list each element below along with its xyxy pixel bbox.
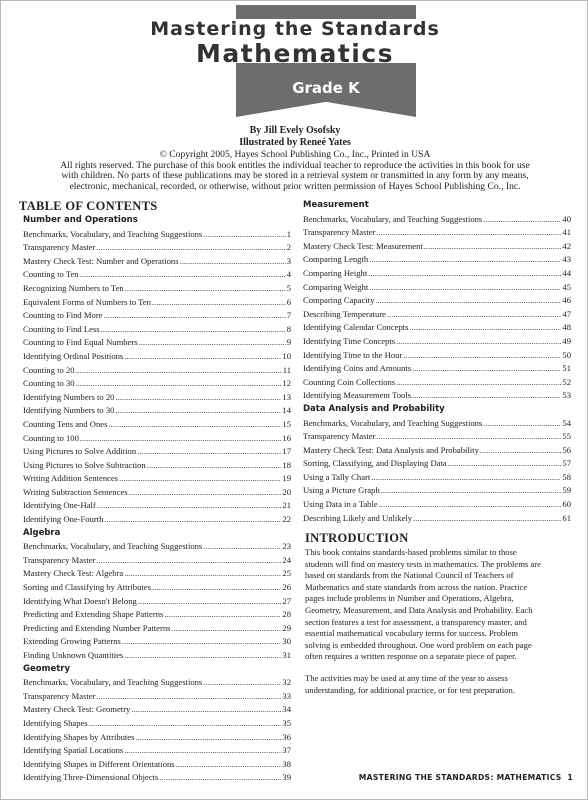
toc-dot-leader (76, 377, 282, 391)
toc-title: TABLE OF CONTENTS (19, 199, 158, 213)
copyright-line-1: © Copyright 2005, Hayes School Publishing Co., Inc., Printed in USA (159, 149, 431, 160)
toc-entry-page: 61 (562, 512, 571, 523)
toc-entry (23, 540, 291, 554)
toc-entry-page: 32 (282, 677, 291, 688)
introduction-line: essential mathematical vocabulary terms for success. Problem (305, 628, 519, 639)
introduction-line: section features a test for assessment, a transparency master, and (305, 616, 527, 627)
toc-entry (303, 512, 571, 526)
toc-entry-page: 7 (286, 310, 291, 321)
toc-dot-leader (76, 364, 282, 378)
toc-entry (23, 622, 291, 636)
toc-dot-leader (203, 540, 281, 554)
toc-entry (303, 213, 571, 227)
toc-dot-leader (376, 226, 561, 240)
toc-entry (23, 323, 291, 337)
toc-entry-title: Sorting, Classifying, and Displaying Data (303, 458, 447, 469)
toc-entry-title: Recognizing Numbers to Ten (23, 282, 124, 293)
toc-dot-leader (159, 771, 281, 785)
toc-entry-page: 8 (286, 323, 291, 334)
toc-entry-title: Identifying Calendar Concepts (303, 322, 409, 333)
toc-entry-title: Transparency Master (23, 690, 96, 701)
toc-entry (303, 321, 571, 335)
toc-entry (303, 349, 571, 363)
toc-entry-title: Identifying Time to the Hour (303, 349, 403, 360)
toc-dot-leader (139, 336, 286, 350)
toc-dot-leader (124, 567, 281, 581)
toc-entry-page: 18 (282, 459, 291, 470)
toc-dot-leader (138, 595, 282, 609)
copyright-line-4: electronic, mechanical, recorded, or otherwise, without prior written permission of Hayes School Publishing Co., Inc. (69, 180, 521, 192)
toc-entry-page: 9 (286, 337, 291, 348)
toc-entry-page: 22 (282, 514, 291, 525)
toc-dot-leader (412, 389, 561, 403)
toc-entry-title: Identifying Three-Dimensional Objects (23, 772, 159, 783)
toc-entry-page: 52 (562, 376, 571, 387)
toc-entry-title: Identifying Shapes in Different Orientations (23, 758, 175, 769)
toc-entry (23, 432, 291, 446)
toc-dot-leader (96, 241, 285, 255)
toc-entry-page: 58 (562, 471, 571, 482)
toc-entry-page: 16 (282, 432, 291, 443)
toc-entry-page: 25 (282, 568, 291, 579)
title-line-1: Mastering the Standards (150, 18, 440, 40)
toc-dot-leader (412, 362, 561, 376)
toc-dot-leader (96, 554, 281, 568)
banner-tab (236, 5, 416, 19)
toc-entry (23, 459, 291, 473)
toc-dot-leader (125, 282, 286, 296)
introduction-line: Mathematics and state standards from across the nation. Practice (305, 581, 528, 592)
toc-entry-page: 17 (282, 446, 291, 457)
introduction-line: based on standards from the National Council of Teachers of (305, 570, 514, 581)
toc-entry (23, 404, 291, 418)
toc-entry-page: 23 (282, 541, 291, 552)
toc-dot-leader (403, 349, 561, 363)
toc-entry-page: 56 (562, 444, 571, 455)
toc-entry (303, 253, 571, 267)
toc-dot-leader (129, 486, 282, 500)
introduction-line: The activities may be used at any time of the year to assess (305, 673, 508, 683)
toc-entry (23, 758, 291, 772)
toc-dot-leader (164, 608, 281, 622)
page-number: 1 (567, 773, 573, 782)
toc-entry (23, 595, 291, 609)
toc-entry (303, 498, 571, 512)
toc-dot-leader (371, 471, 561, 485)
toc-entry-title: Transparency Master (303, 227, 376, 238)
toc-right-column (303, 199, 571, 525)
toc-dot-leader (203, 228, 285, 242)
toc-dot-leader (368, 267, 561, 281)
toc-dot-leader (97, 499, 282, 513)
toc-entry (23, 486, 291, 500)
toc-entry-page: 5 (286, 282, 291, 293)
toc-entry-title: Using Data in a Table (303, 499, 378, 510)
toc-entry (23, 608, 291, 622)
toc-entry (303, 308, 571, 322)
toc-entry-title: Transparency Master (23, 242, 96, 253)
toc-entry-title: Counting to 20 (23, 364, 75, 375)
toc-entry-title: Identifying Shapes by Attributes (23, 731, 135, 742)
toc-entry-title: Using Pictures to Solve Addition (23, 446, 137, 457)
toc-entry-title: Identifying Measurement Tools (303, 390, 412, 401)
toc-entry-page: 36 (282, 731, 291, 742)
toc-entry (23, 309, 291, 323)
toc-entry-title: Comparing Weight (303, 281, 369, 292)
toc-entry-title: Identifying Coins and Amounts (303, 363, 412, 374)
toc-entry (23, 282, 291, 296)
toc-entry (303, 471, 571, 485)
toc-entry-title: Benchmarks, Vocabulary, and Teaching Suggestions (23, 677, 203, 688)
toc-entry-page: 26 (282, 582, 291, 593)
toc-dot-leader (152, 296, 286, 310)
toc-entry-page: 19 (282, 473, 291, 484)
toc-entry-title: Mastery Check Test: Number and Operations (23, 255, 179, 266)
toc-entry (23, 635, 291, 649)
illustrator-line: Illustrated by Reneé Yates (239, 137, 351, 148)
toc-entry (23, 377, 291, 391)
toc-dot-leader (124, 744, 281, 758)
toc-entry (23, 690, 291, 704)
toc-entry-title: Finding Unknown Quantities (23, 650, 124, 660)
toc-entry-page: 60 (562, 499, 571, 510)
toc-dot-leader (147, 459, 282, 473)
toc-entry-page: 39 (282, 772, 291, 783)
toc-entry-page: 24 (282, 554, 291, 565)
toc-entry-page: 10 (282, 350, 291, 361)
toc-entry-page: 21 (282, 500, 291, 511)
toc-entry-page: 29 (282, 622, 291, 633)
toc-entry-page: 50 (562, 349, 571, 360)
toc-entry-page: 15 (282, 418, 291, 429)
toc-dot-leader (124, 649, 281, 663)
toc-entry-title: Describing Likely and Unlikely (303, 512, 413, 523)
toc-section-heading: Measurement (303, 200, 369, 210)
toc-entry (23, 499, 291, 513)
toc-dot-leader (96, 690, 281, 704)
title-line-2: Mathematics (195, 39, 395, 68)
toc-entry-title: Mastery Check Test: Data Analysis and Probability (303, 444, 479, 455)
copyright-line-3: with children. No parts of these publications may be stored in a retrieval system or transmitted in any form by any means, (61, 170, 529, 181)
toc-entry-title: Predicting and Extending Number Patterns (23, 622, 171, 633)
toc-entry-title: Using Pictures to Solve Subtraction (23, 459, 146, 470)
toc-section-heading: Number and Operations (23, 215, 138, 225)
toc-entry (23, 268, 291, 282)
toc-entry-title: Equivalent Forms of Numbers to Ten (23, 296, 151, 307)
toc-entry-page: 49 (562, 335, 571, 346)
toc-entry-title: Counting to Find More (23, 310, 103, 321)
toc-dot-leader (89, 717, 282, 731)
toc-entry-title: Identifying Ordinal Positions (23, 350, 124, 361)
toc-entry-title: Transparency Master (303, 431, 376, 442)
toc-entry-page: 45 (562, 281, 571, 292)
toc-dot-leader (172, 622, 282, 636)
introduction-line: Geometry, Measurement, and Data Analysis and Probability. Each (305, 604, 533, 615)
toc-entry-page: 38 (282, 758, 291, 769)
toc-left-column (23, 214, 291, 785)
toc-entry-title: Sorting and Classifying by Attributes (23, 582, 151, 593)
toc-entry (303, 294, 571, 308)
toc-dot-leader (424, 240, 562, 254)
toc-dot-leader (375, 294, 561, 308)
toc-entry-title: Comparing Height (303, 267, 368, 278)
introduction-line: solving is embedded throughout. One word problem on each page (305, 639, 532, 650)
toc-entry-title: Identifying Spatial Locations (23, 745, 124, 756)
toc-entry-page: 11 (282, 364, 291, 375)
toc-dot-leader (387, 308, 561, 322)
toc-entry (23, 296, 291, 310)
toc-entry-page: 31 (282, 650, 291, 660)
toc-dot-leader (379, 498, 562, 512)
toc-entry-page: 46 (562, 295, 571, 306)
toc-entry-page: 43 (562, 254, 571, 265)
toc-dot-leader (381, 484, 562, 498)
toc-entry (23, 350, 291, 364)
toc-entry (303, 430, 571, 444)
introduction-line: understanding, for additional practice, or for test preparation. (305, 684, 515, 695)
toc-dot-leader (448, 457, 562, 471)
toc-entry-title: Identifying One-Fourth (23, 514, 104, 525)
toc-entry-page: 55 (562, 431, 571, 442)
toc-entry-title: Extending Growing Patterns (23, 636, 121, 647)
toc-entry-title: Counting Tens and Ones (23, 418, 108, 429)
toc-dot-leader (483, 417, 561, 431)
toc-entry-page: 59 (562, 485, 571, 496)
toc-entry-page: 27 (282, 595, 291, 606)
toc-entry (23, 255, 291, 269)
toc-entry-page: 40 (562, 213, 571, 224)
toc-entry (23, 731, 291, 745)
toc-entry (303, 362, 571, 376)
toc-dot-leader (101, 323, 286, 337)
toc-entry (303, 240, 571, 254)
toc-entry-title: Benchmarks, Vocabulary, and Teaching Suggestions (303, 213, 483, 224)
toc-entry (23, 567, 291, 581)
toc-dot-leader (483, 213, 561, 227)
toc-entry (23, 241, 291, 255)
toc-entry (303, 267, 571, 281)
toc-entry-title: Writing Addition Sentences (23, 473, 119, 484)
toc-entry-title: Comparing Length (303, 254, 369, 265)
toc-dot-leader (137, 445, 281, 459)
toc-entry-page: 48 (562, 322, 571, 333)
toc-entry-page: 3 (286, 255, 291, 266)
toc-dot-leader (176, 758, 282, 772)
toc-entry-page: 47 (562, 308, 571, 319)
toc-entry-page: 1 (286, 228, 291, 239)
toc-entry-title: Counting Coin Collections (303, 376, 396, 387)
toc-entry-title: Identifying Time Concepts (303, 335, 396, 346)
toc-dot-leader (480, 444, 562, 458)
toc-entry-page: 44 (562, 267, 571, 278)
toc-entry-page: 57 (562, 458, 571, 469)
toc-dot-leader (104, 513, 281, 527)
toc-entry-title: Identifying Numbers to 20 (23, 391, 115, 402)
toc-entry (23, 649, 291, 663)
toc-entry (303, 389, 571, 403)
toc-entry (23, 391, 291, 405)
toc-entry-page: 4 (286, 269, 291, 280)
toc-entry-title: Counting to 30 (23, 378, 75, 389)
toc-entry-title: Using a Picture Graph (303, 485, 380, 496)
toc-entry-page: 13 (282, 391, 291, 402)
toc-entry-title: Identifying What Doesn't Belong (23, 595, 137, 606)
toc-entry (23, 445, 291, 459)
toc-section-heading: Geometry (23, 663, 70, 674)
toc-entry-page: 28 (282, 609, 291, 620)
toc-entry-title: Counting to Find Less (23, 323, 100, 334)
toc-entry (23, 581, 291, 595)
toc-entry (23, 336, 291, 350)
toc-entry-page: 30 (282, 636, 291, 647)
toc-dot-leader (409, 321, 561, 335)
toc-entry-page: 54 (562, 417, 571, 428)
toc-entry (23, 228, 291, 242)
toc-entry (23, 513, 291, 527)
toc-entry-page: 33 (282, 690, 291, 701)
toc-entry-page: 42 (562, 240, 571, 251)
toc-entry (303, 226, 571, 240)
toc-entry (23, 771, 291, 785)
toc-entry (23, 717, 291, 731)
toc-entry-page: 41 (562, 227, 571, 238)
toc-dot-leader (135, 731, 281, 745)
toc-entry-title: Writing Subtraction Sentences (23, 486, 128, 497)
copyright-line-2: All rights reserved. The purchase of this book entitles the individual teacher to reproduce the activities in this book for use (60, 159, 530, 171)
toc-dot-leader (104, 309, 286, 323)
toc-entry-title: Comparing Capacity (303, 295, 375, 306)
toc-entry-title: Mastery Check Test: Geometry (23, 704, 131, 715)
toc-dot-leader (376, 430, 561, 444)
toc-entry-page: 6 (286, 296, 291, 307)
toc-entry-title: Describing Temperature (303, 308, 386, 319)
toc-section-heading: Data Analysis and Probability (303, 403, 445, 414)
introduction-line: This book contains standards-based problems similar to those (305, 547, 517, 557)
toc-entry-page: 2 (286, 242, 291, 253)
toc-entry (303, 457, 571, 471)
toc-entry (23, 676, 291, 690)
toc-dot-leader (413, 512, 561, 526)
toc-dot-leader (115, 391, 281, 405)
toc-entry-title: Mastery Check Test: Measurement (303, 240, 423, 251)
toc-dot-leader (396, 376, 561, 390)
toc-dot-leader (203, 676, 281, 690)
toc-dot-leader (122, 635, 282, 649)
toc-dot-leader (80, 432, 282, 446)
toc-entry (303, 281, 571, 295)
toc-entry-page: 34 (282, 704, 291, 715)
page-footer (359, 773, 573, 782)
toc-dot-leader (369, 253, 561, 267)
toc-entry (23, 472, 291, 486)
toc-entry-title: Benchmarks, Vocabulary, and Teaching Suggestions (23, 228, 203, 239)
toc-entry (23, 703, 291, 717)
author-line: By Jill Evely Osofsky (249, 125, 341, 136)
toc-dot-leader (119, 472, 281, 486)
toc-entry-title: Identifying Numbers to 30 (23, 405, 115, 416)
toc-entry-title: Transparency Master (23, 554, 96, 565)
toc-entry (23, 364, 291, 378)
toc-entry-title: Counting to Find Equal Numbers (23, 337, 138, 348)
toc-entry-page: 14 (282, 405, 291, 416)
grade-label: Grade K (292, 79, 360, 97)
toc-entry-title: Mastery Check Test: Algebra (23, 568, 124, 579)
introduction-line: students will find on mastery tests in mathematics. The problems are (305, 558, 541, 569)
toc-entry-title: Using a Tally Chart (303, 471, 371, 482)
toc-entry-page: 35 (282, 717, 291, 728)
toc-entry (303, 376, 571, 390)
toc-dot-leader (152, 581, 281, 595)
toc-entry (23, 744, 291, 758)
toc-dot-leader (180, 255, 286, 269)
toc-entry-page: 20 (282, 486, 291, 497)
toc-entry-title: Counting to Ten (23, 269, 79, 280)
toc-entry-title: Benchmarks, Vocabulary, and Teaching Suggestions (23, 541, 203, 552)
toc-entry-title: Identifying One-Half (23, 500, 96, 511)
introduction-paragraph-2 (305, 673, 573, 696)
toc-entry (23, 418, 291, 432)
toc-entry-title: Predicting and Extending Shape Patterns (23, 609, 164, 620)
toc-dot-leader (124, 350, 281, 364)
toc-dot-leader (396, 335, 561, 349)
introduction-title: INTRODUCTION (305, 531, 409, 545)
toc-entry (303, 335, 571, 349)
toc-dot-leader (80, 268, 286, 282)
introduction-line: pages include problems in Number and Operations, Algebra, (305, 593, 514, 604)
toc-entry (303, 444, 571, 458)
toc-dot-leader (115, 404, 281, 418)
toc-dot-leader (131, 703, 281, 717)
toc-section-heading: Algebra (23, 527, 61, 538)
toc-dot-leader (108, 418, 281, 432)
toc-entry-title: Benchmarks, Vocabulary, and Teaching Suggestions (303, 417, 483, 428)
toc-dot-leader (369, 281, 561, 295)
toc-entry (303, 417, 571, 431)
toc-entry-page: 12 (282, 378, 291, 389)
running-title: MASTERING THE STANDARDS: MATHEMATICS (358, 773, 562, 782)
introduction-paragraph-1 (305, 547, 573, 663)
toc-entry (23, 554, 291, 568)
toc-entry-page: 53 (562, 390, 571, 401)
toc-entry-title: Counting to 100 (23, 432, 79, 443)
toc-entry-page: 37 (282, 745, 291, 756)
toc-entry-title: Identifying Shapes (23, 717, 88, 728)
introduction-line: often requires a written response on a separate piece of paper. (305, 651, 517, 662)
toc-entry (303, 484, 571, 498)
toc-entry-page: 51 (562, 363, 571, 374)
